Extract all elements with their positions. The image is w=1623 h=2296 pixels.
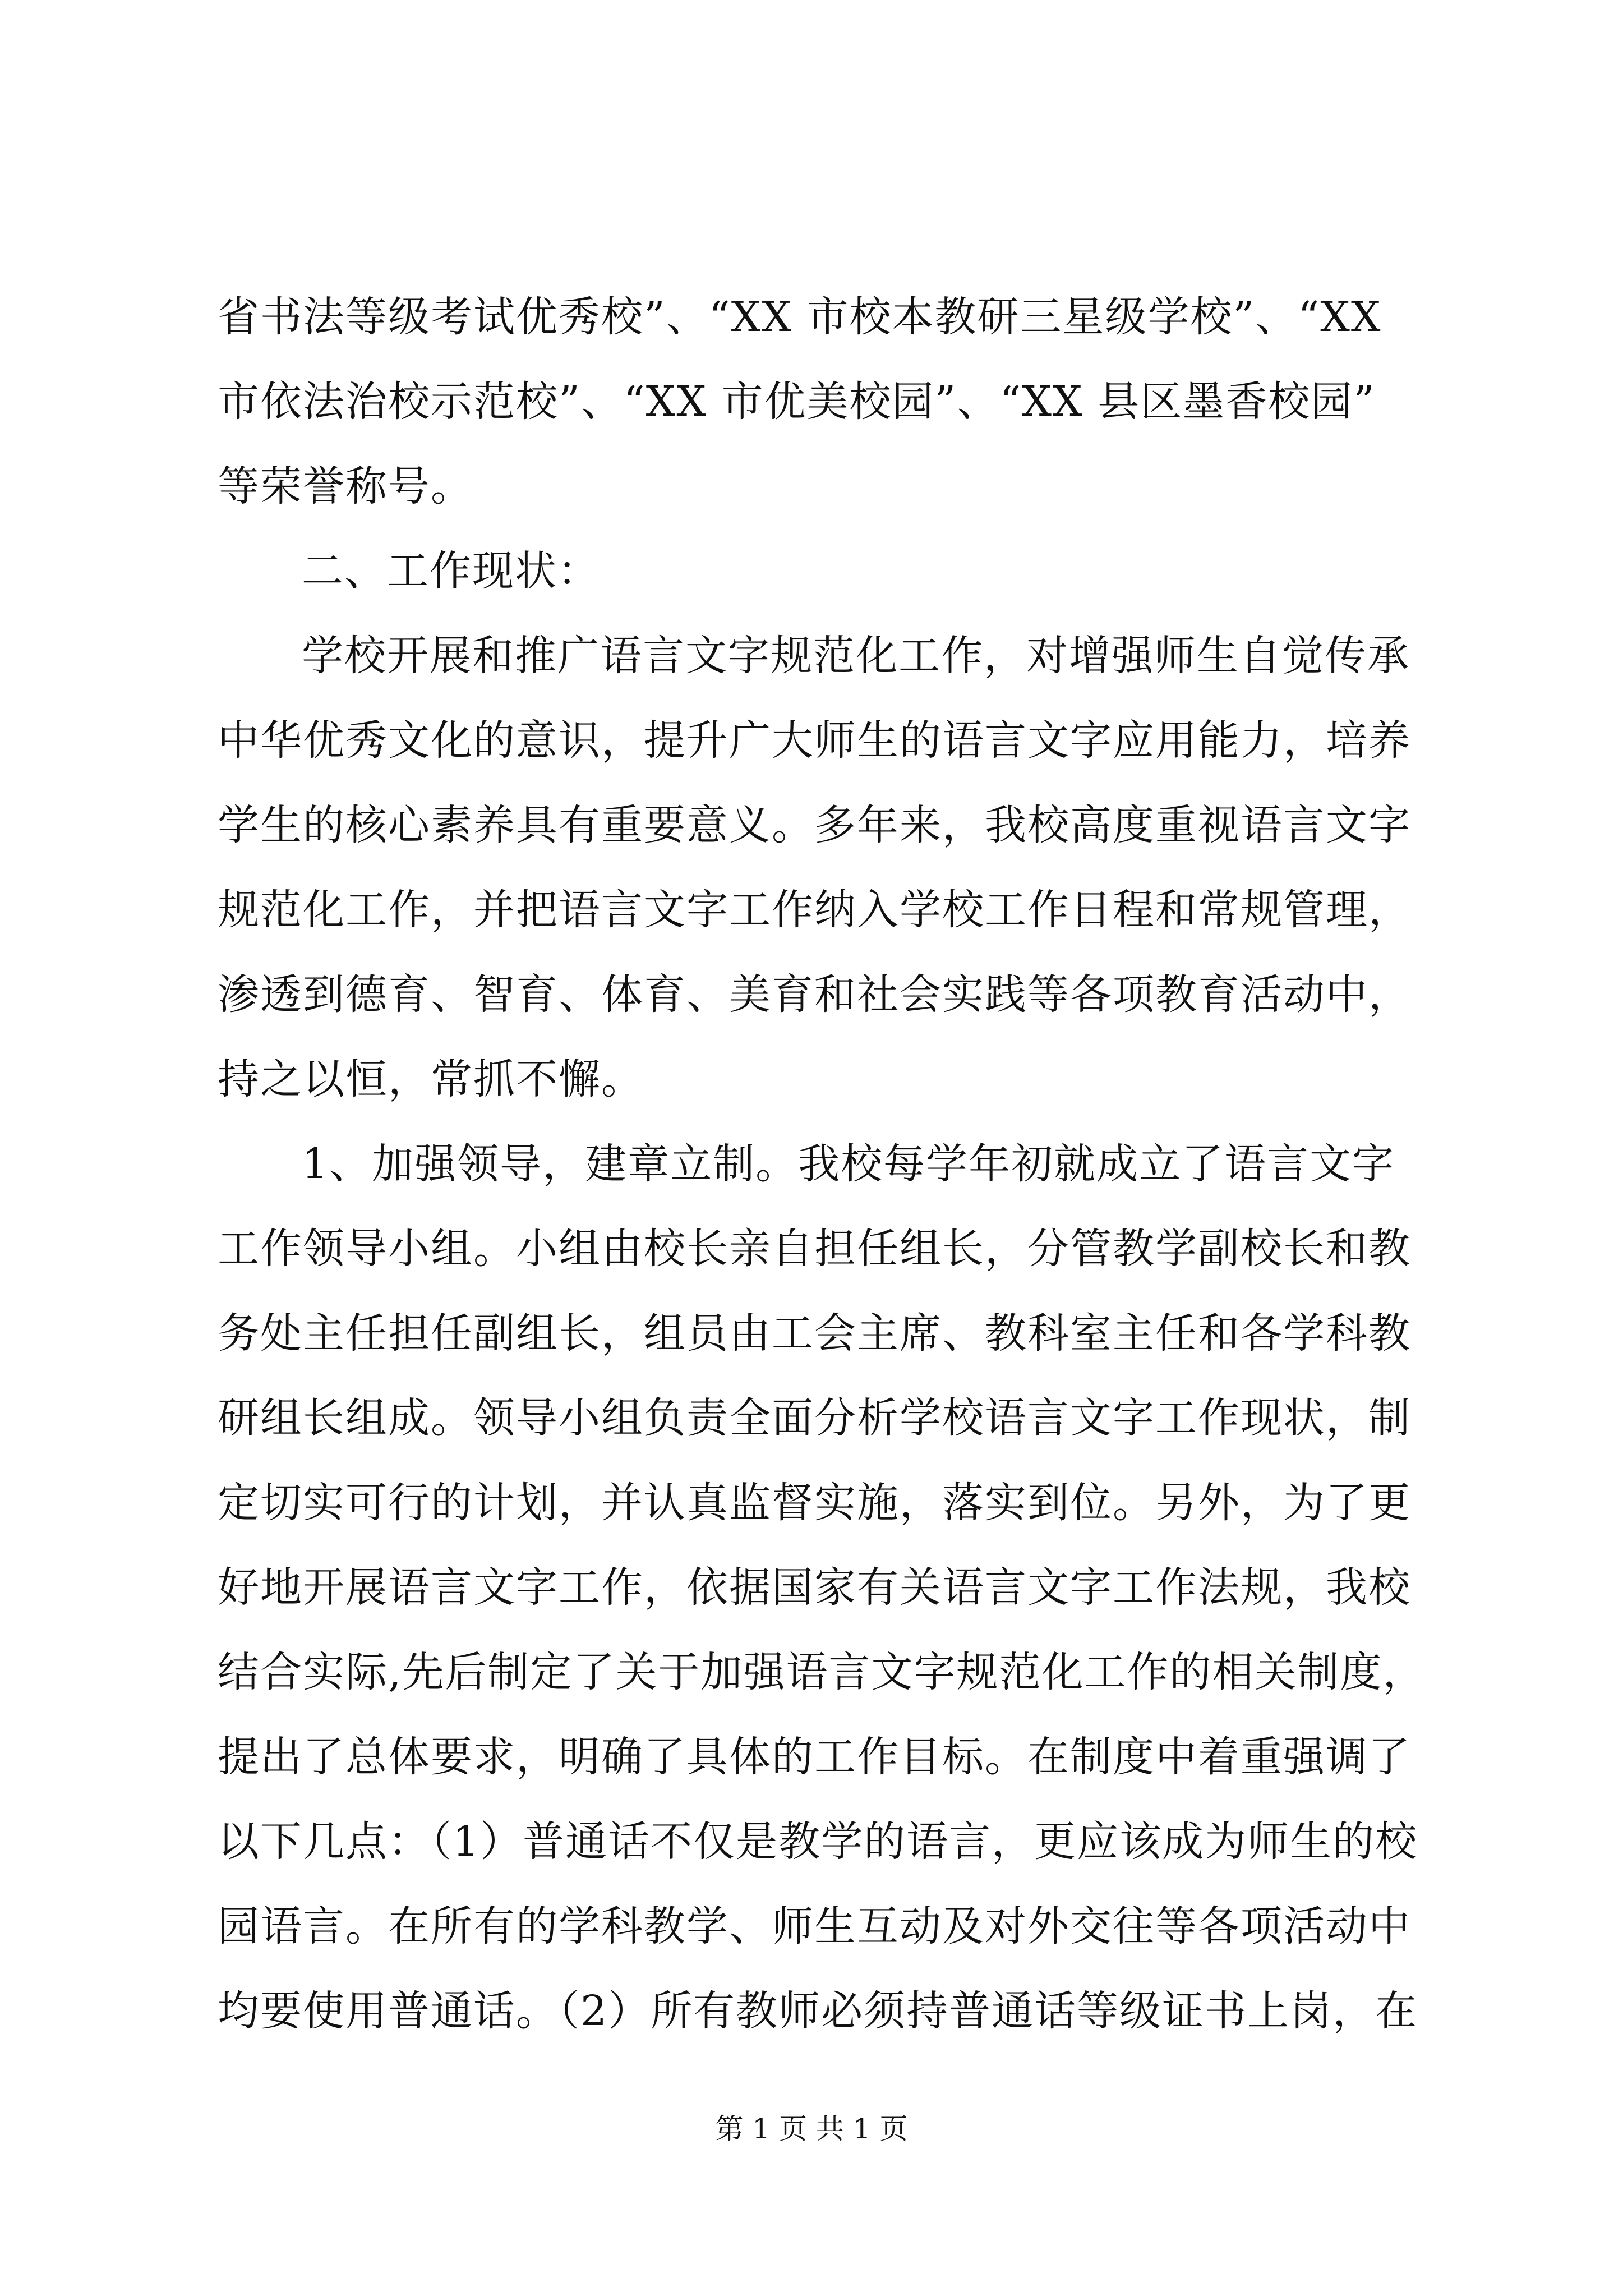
text-line: 等荣誉称号。 (218, 462, 473, 510)
text-line: 务处主任担任副组长，组员由工会主席、教科室主任和各学科教 (218, 1309, 1411, 1358)
text-line: 以下几点：（1）普通话不仅是教学的语言，更应该成为师生的校 (218, 1818, 1418, 1866)
text-line: 研组长组成。领导小组负责全面分析学校语言文字工作现状，制 (218, 1394, 1411, 1442)
text-line: 学校开展和推广语言文字规范化工作，对增强师生自觉传承 (302, 632, 1410, 680)
text-line: 结合实际,先后制定了关于加强语言文字规范化工作的相关制度， (218, 1648, 1426, 1696)
text-line: 园语言。在所有的学科教学、师生互动及对外交往等各项活动中 (218, 1902, 1411, 1950)
text-line: 1、加强领导，建章立制。我校每学年初就成立了语言文字 (302, 1140, 1395, 1188)
text-line: 规范化工作，并把语言文字工作纳入学校工作日程和常规管理， (218, 886, 1411, 934)
text-line: 渗透到德育、智育、体育、美育和社会实践等各项教育活动中， (218, 970, 1411, 1019)
text-line: 市依法治校示范校”、“XX 市优美校园”、“XX 县区墨香校园” (218, 378, 1376, 426)
text-line: 省书法等级考试优秀校”、“XX 市校本教研三星级学校”、“XX (218, 293, 1382, 341)
section-heading: 二、工作现状： (302, 547, 600, 595)
text-line: 持之以恒，常抓不懈。 (218, 1055, 644, 1103)
text-line: 工作领导小组。小组由校长亲自担任组长，分管教学副校长和教 (218, 1225, 1411, 1273)
text-line: 好地开展语言文字工作，依据国家有关语言文字工作法规，我校 (218, 1563, 1411, 1612)
text-line: 定切实可行的计划，并认真监督实施，落实到位。另外，为了更 (218, 1479, 1411, 1527)
text-line: 学生的核心素养具有重要意义。多年来，我校高度重视语言文字 (218, 801, 1411, 849)
text-line: 均要使用普通话。（2）所有教师必须持普通话等级证书上岗，在 (218, 1987, 1418, 2035)
text-line: 提出了总体要求，明确了具体的工作目标。在制度中着重强调了 (218, 1733, 1411, 1781)
text-line: 中华优秀文化的意识，提升广大师生的语言文字应用能力，培养 (218, 716, 1411, 765)
page-number-footer: 第 1 页 共 1 页 (715, 2113, 908, 2145)
